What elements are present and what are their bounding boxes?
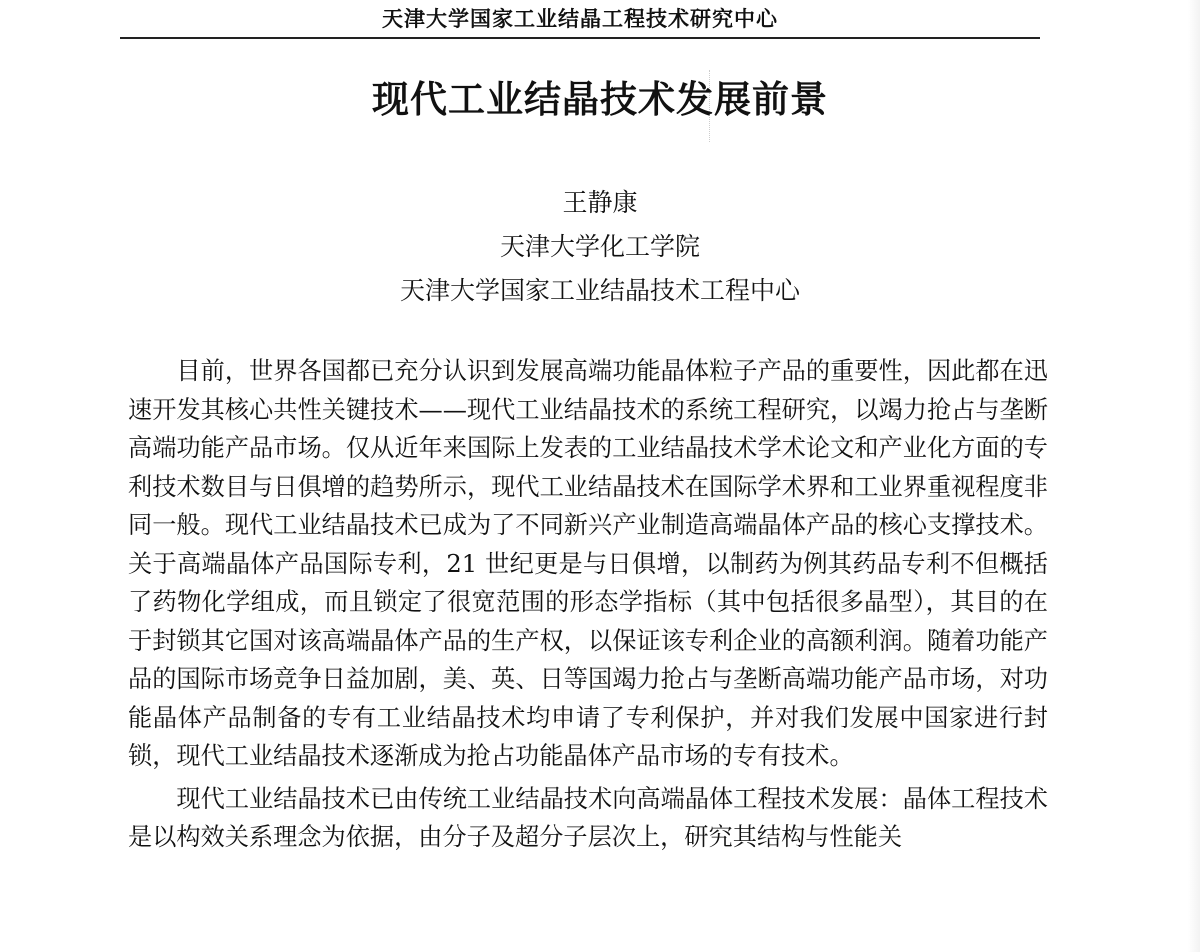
article-body [128, 352, 1048, 861]
affiliation-1: 天津大学化工学院 [499, 232, 700, 261]
article-title: 现代工业结晶技术发展前景 [372, 78, 828, 121]
running-header: 天津大学国家工业结晶工程技术研究中心 [382, 7, 778, 31]
paragraph-2: 现代工业结晶技术已由传统工业结晶技术向高端晶体工程技术发展：晶体工程技术是以构效关系理念为依据，由分子及超分子层次上，研究其结构与性能关 [128, 784, 1048, 851]
affiliation-2: 天津大学国家工业结晶技术工程中心 [399, 276, 800, 305]
author-name: 王静康 [562, 188, 638, 217]
header-rule [120, 37, 1040, 39]
paragraph-1: 目前，世界各国都已充分认识到发展高端功能晶体粒子产品的重要性，因此都在迅速开发其核心共性关键技术——现代工业结晶技术的系统工程研究，以竭力抢占与垄断高端功能产品市场。仅从近年来国际上发表的工业结晶技术学术论文和产业化方面的专利技术数目与日俱增的趋势所示，现代工业结晶技术在国际学术界和工业界重视程度非同一般。现代工业结晶技术已成为了不同新兴产业制造高端晶体产品的核心支撑技术。关于高端晶体产品国际专利，21 世纪更是与日俱增，以制药为例其药品专利不但概括了药物化学组成，而且锁定了很宽范围的形态学指标（其中包括很多晶型），其目的在于封锁其它国对该高端晶体产品的生产权，以保证该专利企业的高额利润。随着功能产品的国际市场竞争日益加剧，美、英、日等国竭力抢占与垄断高端功能产品市场，对功能晶体产品制备的专有工业结晶技术均申请了专利保护，并对我们发展中国家进行封锁，现代工业结晶技术逐渐成为抢占功能晶体产品市场的专有技术。 [128, 357, 1048, 770]
author-block [120, 181, 1080, 313]
scan-edge-shadow [1188, 0, 1200, 952]
